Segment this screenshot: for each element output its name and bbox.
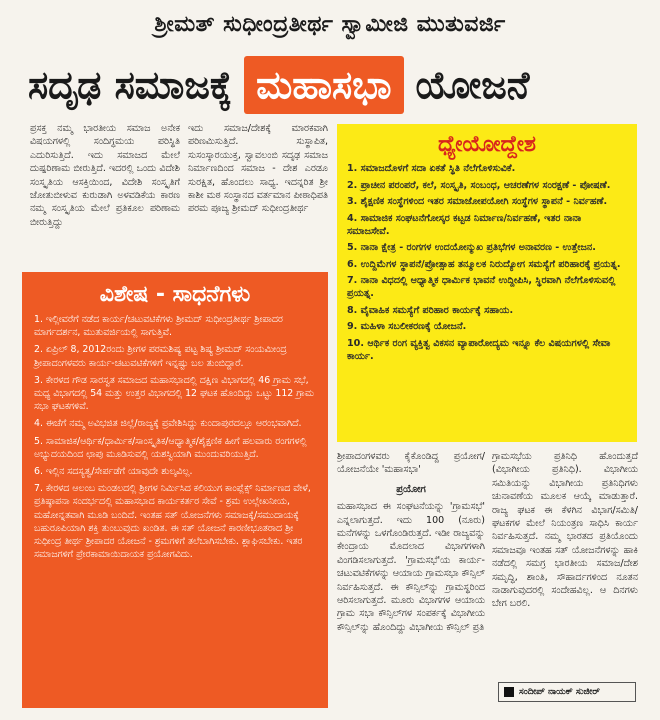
article-headline <box>28 54 648 116</box>
objectives-box <box>337 124 637 442</box>
headline-part-3: ಯೋಜನೆ <box>415 62 530 107</box>
objective-item: 8. ವೈವಾಹಿಕ ಸಮಸ್ಯೆಗೆ ಪರಿಹಾರ ಕಾರ್ಯಕ್ಕೆ ಸಹಾಯ. <box>347 304 514 316</box>
achievements-title: ವಿಶೇಷ - ಸಾಧನೆಗಳು <box>99 282 251 307</box>
achievements-list <box>34 313 316 561</box>
author-byline <box>498 682 636 702</box>
section-subheading: ಪ್ರಯೋಗ <box>396 483 426 495</box>
achievement-item: 2. ಏಪ್ರಿಲ್ 8, 2012ರಂದು ಶ್ರೀಗಳ ಪರಮಶಿಷ್ಯ ಪಟ್ಟ ಶಿಷ್ಯ ಶ್ರೀಮದ್ ಸಂಯಮೀಂದ್ರ ಶ್ರೀಪಾದಂಗಳವರು ಕಾರ್ಯ-ಚಟುವಟಿಕೆಗಳಿಗೆ ಇನ್ನಷ್ಟು ಬಲ ತುಂಬಿದ್ದಾರೆ. <box>34 344 287 369</box>
objective-item: 10. ಆರ್ಥಿಕ ರಂಗ ವ್ಯಕ್ತಿತ್ವ ವಿಕಸನ ವ್ಯಾಪಾರೋದ್ಯಮ ಇನ್ನೂ ಕೆಲ ವಿಷಯಗಳಲ್ಲಿ ಸೇವಾ ಕಾರ್ಯ. <box>347 337 611 362</box>
objective-item: 4. ಸಾಮಾಜಿಕ ಸಂಘಟನೆಗೋಸ್ಕರ ಕಟ್ಟಡ ನಿರ್ಮಾಣ/ನಿರ್ವಹಣೆ, ಇತರ ನಾನಾ ಸಮಾಜಸೇವೆ. <box>347 212 582 237</box>
objective-item: 6. ಉದ್ದಿಮೆಗಳ ಸ್ಥಾಪನೆ/ಪ್ರೋತ್ಸಾಹ ತನ್ಮೂಲಕ ನಿರುದ್ಯೋಗ ಸಮಸ್ಯೆಗೆ ಪರಿಹಾರಕ್ಕೆ ಪ್ರಯತ್ನ. <box>347 258 621 270</box>
achievement-item: 4. ಈಚೆಗೆ ನಮ್ಮ ಅವಿಭಜಿತ ಜಿಲ್ಲೆ/ರಾಜ್ಯಕ್ಕೆ ಪ್ರವೇಶಿಸಿದ್ದು ಕುಂದಾಪುರದಲ್ಲೂ ಆರಂಭವಾಗಿದೆ. <box>34 418 302 430</box>
lower-column-left <box>337 450 485 712</box>
headline-highlight: ಮಹಾಸಭಾ <box>244 56 403 114</box>
objective-item: 2. ಪ್ರಾಚೀನ ಪರಂಪರೆ, ಕಲೆ, ಸಂಸ್ಕೃತಿ, ಸಂಬಂಧ, ಆಚರಣೆಗಳ ಸಂರಕ್ಷಣೆ - ಪೋಷಣೆ. <box>347 179 611 191</box>
objectives-list <box>347 163 627 364</box>
kicker-wrap <box>0 12 660 37</box>
achievement-item: 5. ಸಾಮಾಜಿಕ/ಆರ್ಥಿಕ/ಧಾರ್ಮಿಕ/ಸಾಂಸ್ಕೃತಿಕ/ಆಧ್ಯಾತ್ಮಿಕ/ಶೈಕ್ಷಣಿಕ ಹೀಗೆ ಹಲವಾರು ರಂಗಗಳಲ್ಲಿ ಅಭ್ಯುದಯದಿಂದ ಛಾಪು ಮೂಡಿಸುವಲ್ಲಿ ಯಶಸ್ವಿಯಾಗಿ ಮುಂದುವರಿಯುತ್ತಿದೆ. <box>34 435 307 460</box>
intro-column-middle: ಇದು ಸಮಾಜ/ದೇಶಕ್ಕೆ ಮಾರಕವಾಗಿ ಪರಿಣಮಿಸುತ್ತಿದೆ. ಸುಸ್ಥಾಪಿತ, ಸುಸಂಸ್ಕಾರಯುಕ್ತ, ಸ್ವಾವಲಂಬಿ ಸದೃಢ ಸಮಾಜ ನಿರ್ಮಾಣದಿಂದ ಸಮಾಜ - ದೇಶ ಎರಡೂ ಸುರಕ್ಷಿತ, ಹೊಂದಲು ಸಾಧ್ಯ. ಇದನ್ನರಿತ ಶ್ರೀ ಕಾಶೀ ಮಠ ಸಂಸ್ಥಾನದ ವರ್ತಮಾನ ಪೀಠಾಧಿಪತಿ ಪರಮ ಪೂಜ್ಯ ಶ್ರೀಮದ್ ಸುಧೀಂದ್ರತೀರ್ಥ <box>188 123 328 215</box>
objectives-title: ಧ್ಯೇಯೋದ್ದೇಶ <box>438 132 536 157</box>
byline-name: ಸಂದೀಪ್ ನಾಯಕ್ ಸುಜೀರ್ <box>519 687 600 697</box>
objective-item: 1. ಸಮಾಜದೊಳಗೆ ಸದಾ ಏಕತೆ ಸ್ಥಿತಿ ನೆಲೆಗೊಳಿಸುವಿಕೆ. <box>347 163 516 174</box>
byline-square-icon <box>504 687 514 697</box>
achievement-item: 6. ಇಲ್ಲಿನ ಸದಸ್ಯತ್ವ/ಸೇರ್ಪಡೆಗೆ ಯಾವುದೇ ಶುಲ್ಕವಿಲ್ಲ. <box>34 466 193 478</box>
lower-column-left-intro: ಶ್ರೀಪಾದಂಗಳವರು ಕೈಕೊಂಡಿದ್ದ ಪ್ರಯೋಗ/ ಯೋಜನೆಯೇ 'ಮಹಾಸಭಾ' <box>337 451 485 476</box>
achievement-item: 7. ಕೇರಳದ ಆಲಂಬ ಮಂಡಲದಲ್ಲಿ ಶ್ರೀಗಳ ನಿರ್ಮಿಸಿದ ಕಲಿಯುಗ ಕಾಂಪ್ಲೆಕ್ಸ್ ನಿರ್ಮಾಣದ ವೇಳೆ, ಪ್ರತಿಷ್ಠಾಪನಾ ಸಂದರ್ಭದಲ್ಲಿ ಮಹಾಸಭಾದ ಕಾರ್ಯಕರ್ತರ ಸೇವೆ - ಶ್ರಮ ಉಲ್ಲೇಖನೀಯ, ಮಹೋನ್ನತವಾಗಿ ಮೂಡಿ ಬಂದಿದೆ. ಇಂತಹ ಸತ್ ಯೋಜನೆಗಳು ಸಮಾಜಕ್ಕೆ/ಸಮುದಾಯಕ್ಕೆ ಬಹುರೂಪಿಯಾಗಿ ಶಕ್ತಿ ತುಂಬುವುದು ಖಂಡಿತ. ಈ ಸತ್ ಯೋಜನೆ ಕಾರಣೀಭೂತರಾದ ಶ್ರೀ ಸುಧೀಂದ್ರ ತೀರ್ಥ ಶ್ರೀಪಾದರ ಯೋಜನೆ - ಶ್ರಮಗಳಿಗೆ ತಲೆಬಾಗಿಸಬೇಕು. ಶ್ಲಾಘಿಸಬೇಕು. ಇತರ ಸಮಾಜಗಳಿಗೆ ಪ್ರೇರಕಾಮಾಯಿದಾಯಕ ಪ್ರಯೋಗವಿದು. <box>34 483 311 561</box>
objective-item: 3. ಶೈಕ್ಷಣಿಕ ಸಂಸ್ಥೆಗಳಿಂದ ಇತರ ಸಮಾಜೋಪಯೋಗಿ ಸಂಸ್ಥೆಗಳ ಸ್ಥಾಪನೆ - ನಿರ್ವಹಣೆ. <box>347 196 608 208</box>
objective-item: 9. ಮಹಿಳಾ ಸಬಲೀಕರಣಕ್ಕೆ ಯೋಜನೆ. <box>347 321 467 333</box>
lower-column-left-body: ಮಹಾಸಭಾದ ಈ ಸಂಘಟನೆಯನ್ನು 'ಗ್ರಾಮಸಭೆ' ಎನ್ನಲಾಗುತ್ತದೆ. ಇದು 100 (ನೂರು) ಮನೆಗಳನ್ನು ಒಳಗೊಂಡಿರುತ್ತದೆ. ಇಡೀ ರಾಜ್ಯವನ್ನು ಕೇಂದ್ರಾಯ ಮೊದಲಾದ ವಿಭಾಗಗಳಾಗಿ ವಿಂಗಡಿಸಲಾಗುತ್ತದೆ. 'ಗ್ರಾಮಸಭೆ'ಯ ಕಾರ್ಯ-ಚಟುವಟಿಕೆಗಳನ್ನು ಆಯಾಯ ಗ್ರಾಮಸಭಾ ಕೌನ್ಸಿಲ್ ನಿರ್ವಹಿಸುತ್ತದೆ. ಈ ಕೌನ್ಸಿಲ್‌ನ್ನು ಗ್ರಾಮಸ್ಥರಿಂದ ಆರಿಸಲಾಗುತ್ತದೆ. ಮೂರು ವಿಭಾಗಗಳ ಆಯಾಯ ಗ್ರಾಮ ಸಭಾ ಕೌನ್ಸಿಲ್‌ಗಳ ಸಂಪರ್ಕಕ್ಕೆ ವಿಭಾಗೀಯ ಕೌನ್ಸಿಲ್‌ನ್ನು ಹೊಂದಿದ್ದು ವಿಭಾಗೀಯ ಕೌನ್ಸಿಲ್ ಪ್ರತಿ <box>337 501 485 633</box>
article-kicker: ಶ್ರೀಮತ್ ಸುಧೀಂದ್ರತೀರ್ಥ ಸ್ವಾಮೀಜಿ ಮುತುವರ್ಜಿ <box>154 12 506 37</box>
achievements-box <box>22 272 328 708</box>
objective-item: 5. ನಾನಾ ಕ್ಷೇತ್ರ - ರಂಗಗಳ ಉದಯೋನ್ಮುಖ ಪ್ರತಿಭೆಗಳ ಅನಾವರಣ - ಉತ್ತೇಜನ. <box>347 242 596 254</box>
objective-item: 7. ನಾನಾ ವಿಧದಲ್ಲಿ ಆಧ್ಯಾತ್ಮಿಕ ಧಾರ್ಮಿಕ ಭಾವನೆ ಉದ್ದೀಪಿಸಿ, ಸ್ಥಿರವಾಗಿ ನೆಲೆಗೊಳಿಸುವಲ್ಲಿ ಪ್ರಯತ್ನ. <box>347 275 616 300</box>
headline-part-1: ಸದೃಢ ಸಮಾಜಕ್ಕೆ <box>28 62 233 107</box>
achievement-item: 3. ಕೇರಳದ ಗೌಡ ಸಾರಸ್ವತ ಸಮಾಜದ ಮಹಾಸಭಾದಲ್ಲಿ ದಕ್ಷಿಣ ವಿಭಾಗದಲ್ಲಿ 46 ಗ್ರಾಮ ಸಭೆ, ಮಧ್ಯ ವಿಭಾಗದಲ್ಲಿ 54 ಮತ್ತು ಉತ್ತರ ವಿಭಾಗದಲ್ಲಿ 12 ಘಟಕ ಹೊಂದಿದ್ದು ಒಟ್ಟು 112 ಗ್ರಾಮ ಸಭಾ ಘಟಕಗಳಿವೆ. <box>34 374 314 413</box>
achievement-item: 1. ಇಲ್ಲೀವರೆಗೆ ನಡೆದ ಕಾರ್ಯ/ಚಟುವಟಿಕೆಗಳು ಶ್ರೀಮದ್ ಸುಧೀಂದ್ರತೀರ್ಥ ಶ್ರೀಪಾದರ ಮಾರ್ಗದರ್ಶನ, ಮುತುವರ್ಜಿಯಲ್ಲಿ ಸಾಗುತ್ತಿವೆ. <box>34 314 283 339</box>
lower-column-right: ಗ್ರಾಮಸಭೆಯ ಪ್ರತಿನಿಧಿ ಹೊಂದುತ್ತದೆ (ವಿಭಾಗೀಯ ಪ್ರತಿನಿಧಿ). ವಿಭಾಗೀಯ ಸಮಿತಿಯನ್ನು ವಿಭಾಗೀಯ ಪ್ರತಿನಿಧಿಗಳು ಚುನಾವಣೆಯ ಮೂಲಕ ಆಯ್ಕೆ ಮಾಡುತ್ತಾರೆ. ರಾಜ್ಯ ಘಟಕ ಈ ಕೆಳಗಿನ ವಿಭಾಗ/ಸಮಿತಿ/ ಘಟಕಗಳ ಮೇಲೆ ನಿಯಂತ್ರಣ ಸಾಧಿಸಿ ಕಾರ್ಯ ನಿರ್ವಹಿಸುತ್ತದೆ. ನಮ್ಮ ಭಾರತದ ಪ್ರತಿಯೊಂದು ಸಮಾಜವೂ ಇಂತಹ ಸತ್ ಯೋಜನೆಗಳನ್ನು ಹಾಕಿ ನಡೆದಲ್ಲಿ ಸಮಗ್ರ ಭಾರತೀಯ ಸಮಾಜ/ದೇಶ ಸಮೃದ್ಧಿ, ಶಾಂತಿ, ಸೌಹಾರ್ದಗಳಿಂದ ನೂತನ ನಾಡಾಗುವುದರಲ್ಲಿ ಸಂದೇಹವಿಲ್ಲ. ಆ ದಿನಗಳು ಬೇಗ ಬರಲಿ. <box>492 451 638 610</box>
intro-column-left: ಪ್ರಸಕ್ತ ನಮ್ಮ ಭಾರತೀಯ ಸಮಾಜ ಅನೇಕ ವಿಷಯಗಳಲ್ಲಿ ಸಂದಿಗ್ಧಮಯ ಪರಿಸ್ಥಿತಿ ಎದುರಿಸುತ್ತಿದೆ. ಇದು ಸಮಾಜದ ಮೇಲೆ ದುಷ್ಪರಿಣಾಮ ಬೀರುತ್ತಿದೆ. ಇದರಲ್ಲಿ ಒಂದು ವಿದೇಶಿ ಸಂಸ್ಕೃತಿಯ ಆಸಕ್ತಿಯಿಂದ, ವಿದೇಶಿ ಸಂಸ್ಕೃತಿಗೆ ಜೋತುಬೀಳುವ ಕುರುಡಾಗಿ ಅಳವಡಿಕೆಯ ಕಾರಣ ನಮ್ಮ ಸಂಸ್ಕೃತಿಯ ಮೇಲೆ ಪ್ರತಿಕೂಲ ಪರಿಣಾಮ ಬೀರುತ್ತಿದ್ದು <box>30 123 180 228</box>
